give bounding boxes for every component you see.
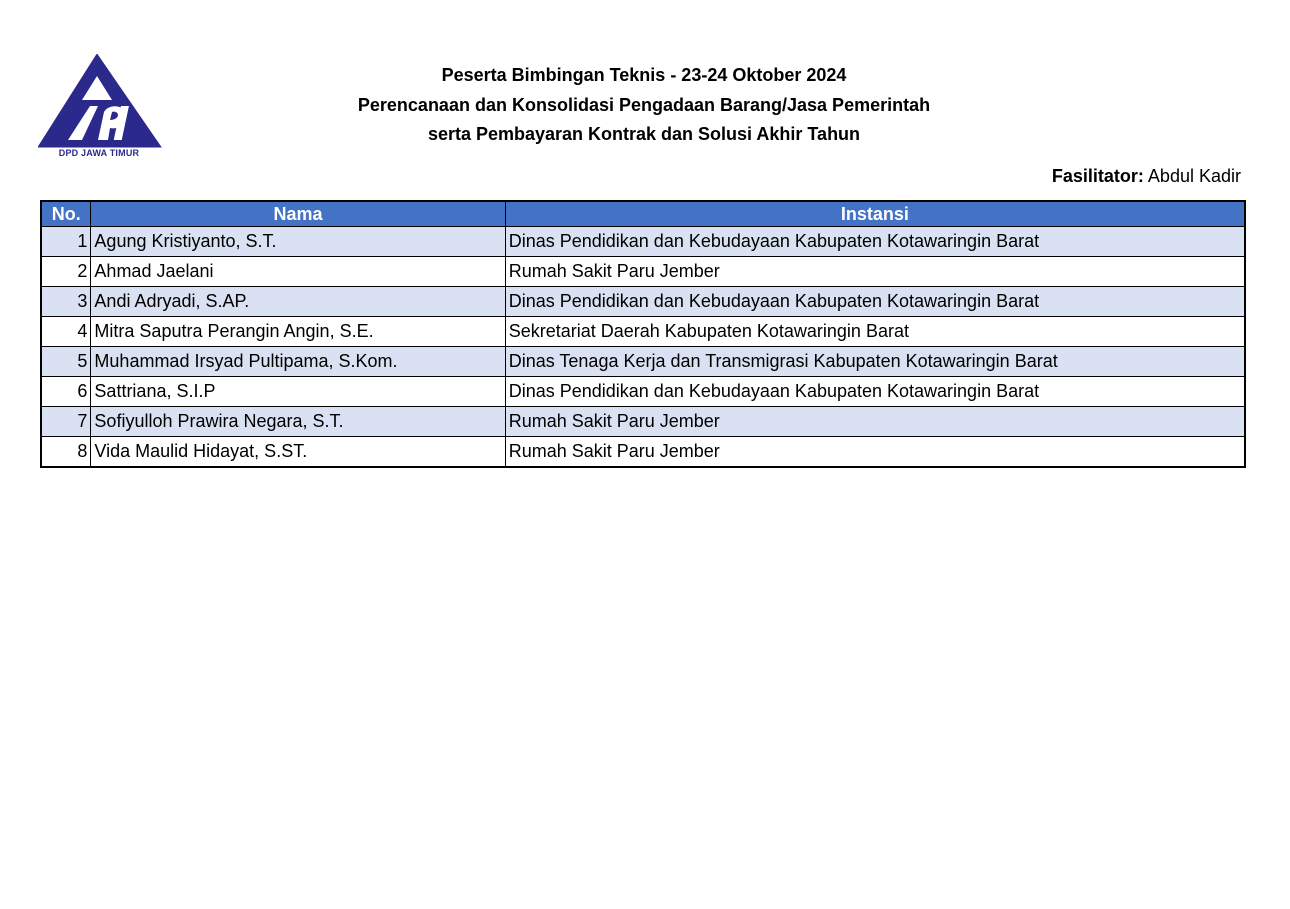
cell-nama: Sofiyulloh Prawira Negara, S.T. — [91, 407, 505, 437]
cell-instansi: Sekretariat Daerah Kabupaten Kotawaringin Barat — [505, 317, 1245, 347]
table-row — [41, 407, 1245, 437]
column-header-nama: Nama — [91, 201, 505, 227]
table-row — [41, 287, 1245, 317]
cell-instansi: Rumah Sakit Paru Jember — [505, 407, 1245, 437]
table-row — [41, 437, 1245, 468]
cell-instansi: Rumah Sakit Paru Jember — [505, 437, 1245, 468]
facilitator-name: Abdul Kadir — [1143, 166, 1241, 186]
table-row — [41, 347, 1245, 377]
cell-no: 4 — [41, 317, 91, 347]
document-title — [200, 61, 1088, 150]
cell-no: 5 — [41, 347, 91, 377]
cell-nama: Muhammad Irsyad Pultipama, S.Kom. — [91, 347, 505, 377]
title-line-1: Peserta Bimbingan Teknis - 23-24 Oktober 2024 — [441, 65, 847, 85]
table-row — [41, 227, 1245, 257]
cell-nama: Ahmad Jaelani — [91, 257, 505, 287]
cell-no: 1 — [41, 227, 91, 257]
cell-no: 3 — [41, 287, 91, 317]
cell-nama: Agung Kristiyanto, S.T. — [91, 227, 505, 257]
cell-nama: Sattriana, S.I.P — [91, 377, 505, 407]
table-header-row — [41, 201, 1245, 227]
participants-table — [40, 200, 1246, 468]
cell-nama: Vida Maulid Hidayat, S.ST. — [91, 437, 505, 468]
column-header-no: No. — [41, 201, 91, 227]
cell-instansi: Rumah Sakit Paru Jember — [505, 257, 1245, 287]
logo-caption: DPD JAWA TIMUR — [58, 148, 140, 158]
title-line-3: serta Pembayaran Kontrak dan Solusi Akhir Tahun — [427, 124, 861, 144]
facilitator-line — [1052, 166, 1241, 187]
cell-no: 7 — [41, 407, 91, 437]
cell-no: 6 — [41, 377, 91, 407]
logo-triangle-icon — [38, 54, 168, 150]
cell-instansi: Dinas Tenaga Kerja dan Transmigrasi Kabupaten Kotawaringin Barat — [505, 347, 1245, 377]
cell-nama: Mitra Saputra Perangin Angin, S.E. — [91, 317, 505, 347]
organization-logo — [38, 54, 168, 158]
column-header-instansi: Instansi — [505, 201, 1245, 227]
cell-no: 8 — [41, 437, 91, 468]
cell-no: 2 — [41, 257, 91, 287]
table-row — [41, 257, 1245, 287]
cell-nama: Andi Adryadi, S.AP. — [91, 287, 505, 317]
cell-instansi: Dinas Pendidikan dan Kebudayaan Kabupaten Kotawaringin Barat — [505, 227, 1245, 257]
table-row — [41, 317, 1245, 347]
cell-instansi: Dinas Pendidikan dan Kebudayaan Kabupaten Kotawaringin Barat — [505, 287, 1245, 317]
table-row — [41, 377, 1245, 407]
facilitator-label: Fasilitator: — [1051, 166, 1144, 186]
title-line-2: Perencanaan dan Konsolidasi Pengadaan Barang/Jasa Pemerintah — [357, 94, 931, 115]
cell-instansi: Dinas Pendidikan dan Kebudayaan Kabupaten Kotawaringin Barat — [505, 377, 1245, 407]
